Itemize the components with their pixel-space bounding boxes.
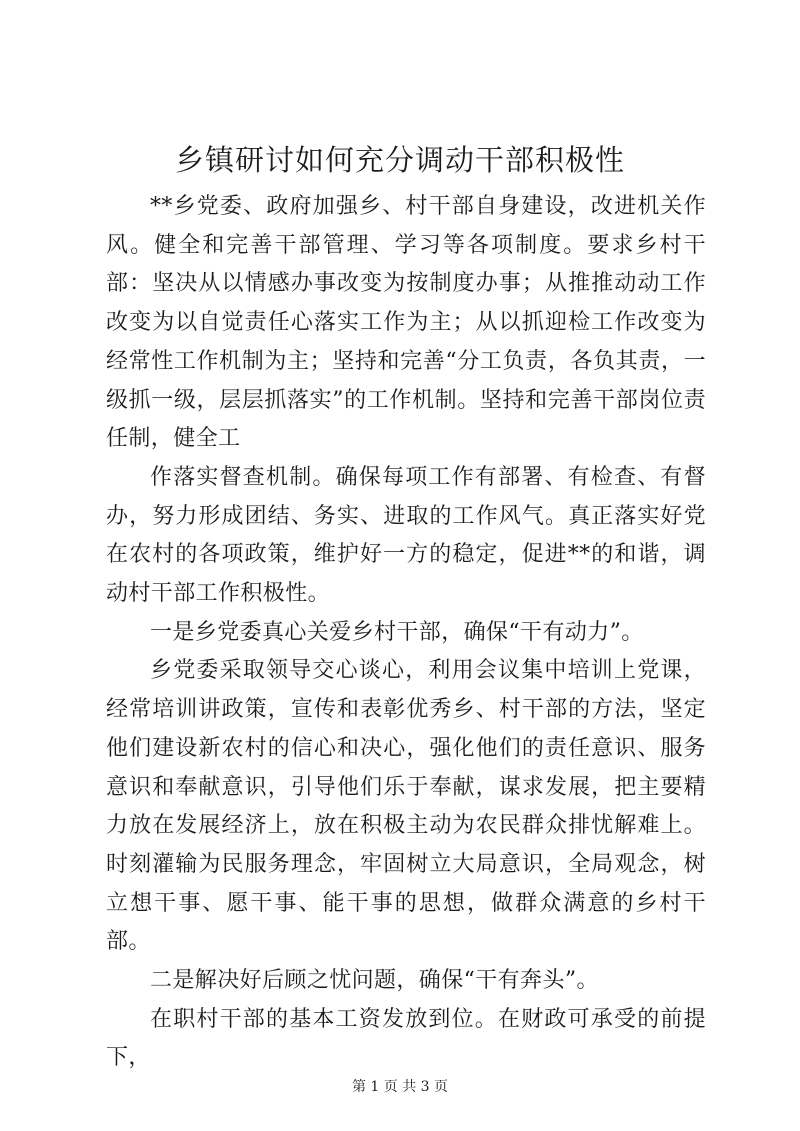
document-body bbox=[106, 188, 706, 1078]
page-footer: 第 1 页 共 3 页 bbox=[351, 1079, 449, 1095]
paragraph: **乡党委、政府加强乡、村干部自身建设，改进机关作风。健全和完善干部管理、学习等各项制度。要求乡村干部：坚决从以情感办事改变为按制度办事；从推推动动工作改变为以自觉责任心落实工作为主；从以抓迎检工作改变为经常性工作机制为主；坚持和完善“分工负责，各负其责，一级抓一级，层层抓落实”的工作机制。坚持和完善干部岗位责任制，健全工 bbox=[106, 194, 706, 452]
paragraph: 在职村干部的基本工资发放到位。在财政可承受的前提下， bbox=[106, 1006, 706, 1071]
paragraph: 作落实督查机制。确保每项工作有部署、有检查、有督办，努力形成团结、务实、进取的工作风气。真正落实好党在农村的各项政策，维护好一方的稳定，促进**的和谐，调动村干部工作积极性。 bbox=[106, 464, 706, 607]
section-heading: 二是解决好后顾之忧问题，确保“干有奔头”。 bbox=[150, 968, 599, 994]
paragraph: 乡党委采取领导交心谈心，利用会议集中培训上党课，经常培训讲政策，宣传和表彰优秀乡、村干部的方法，坚定他们建设新农村的信心和决心，强化他们的责任意识、服务意识和奉献意识，引导他们乐于奉献，谋求发展，把主要精力放在发展经济上，放在积极主动为农民群众排忧解难上。时刻灌输为民服务理念，牢固树立大局意识，全局观念，树立想干事、愿干事、能干事的思想，做群众满意的乡村干部。 bbox=[106, 658, 706, 955]
document-title: 乡镇研讨如何充分调动干部积极性 bbox=[174, 143, 625, 177]
section-heading: 一是乡党委真心关爱乡村干部，确保“干有动力”。 bbox=[150, 619, 644, 645]
